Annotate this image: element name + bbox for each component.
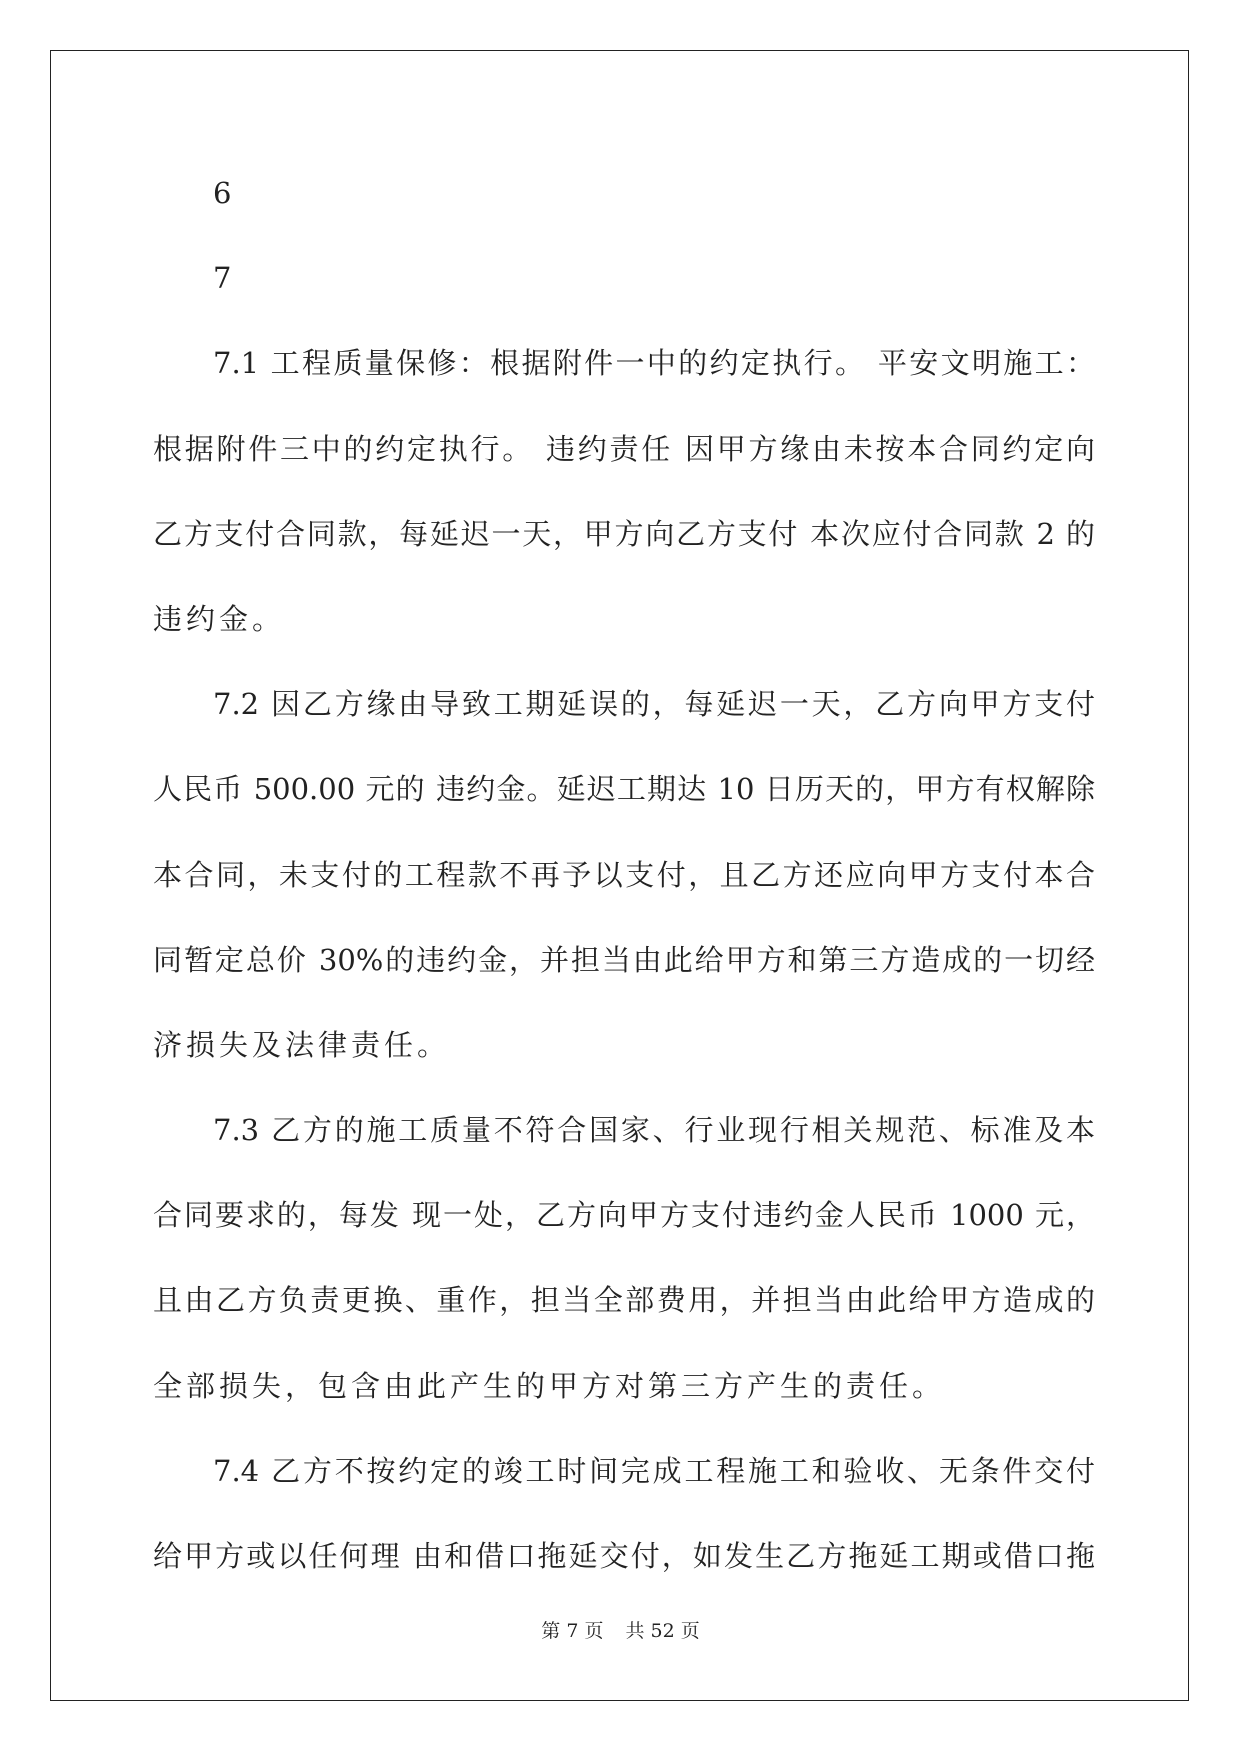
clause-7-1-line-2: 根据附件三中的约定执行。 违约责任 因甲方缘由未按本合同约定向 — [153, 431, 1095, 466]
section-number-6: 6 — [213, 176, 236, 210]
page-number-total: 共 52 页 — [625, 1620, 700, 1642]
clause-7-1-line-3: 乙方支付合同款，每延迟一天，甲方向乙方支付 本次应付合同款 2 的 — [153, 516, 1095, 551]
document-body — [153, 158, 1095, 1606]
clause-7-4-line-1: 7.4 乙方不按约定的竣工时间完成工程施工和验收、无条件交付 — [213, 1453, 1095, 1488]
clause-7-2-line-1: 7.2 因乙方缘由导致工期延误的，每延迟一天，乙方向甲方支付 — [213, 687, 1095, 722]
clause-7-1-line-1: 7.1 工程质量保修：根据附件一中的约定执行。 平安文明施工： — [213, 346, 1095, 381]
clause-7-3-line-4: 全部损失，包含由此产生的甲方对第三方产生的责任。 — [153, 1368, 946, 1403]
clause-7-2-line-4: 同暂定总价 30%的违约金，并担当由此给甲方和第三方造成的一切经 — [153, 942, 1095, 977]
clause-7-3-line-2: 合同要求的，每发 现一处，乙方向甲方支付违约金人民币 1000 元， — [153, 1198, 1095, 1233]
clause-7-2-line-5: 济损失及法律责任。 — [153, 1027, 451, 1062]
clause-7-2-line-3: 本合同，未支付的工程款不再予以支付，且乙方还应向甲方支付本合 — [153, 857, 1095, 892]
clause-7-2-line-2: 人民币 500.00 元的 违约金。延迟工期达 10 日历天的，甲方有权解除 — [153, 772, 1095, 807]
clause-7-3-line-1: 7.3 乙方的施工质量不符合国家、行业现行相关规范、标准及本 — [213, 1113, 1095, 1148]
section-number-7: 7 — [213, 261, 236, 296]
clause-7-3-line-3: 且由乙方负责更换、重作，担当全部费用，并担当由此给甲方造成的 — [153, 1283, 1095, 1318]
clause-7-1-line-4: 违约金。 — [153, 601, 286, 636]
page-number-current: 第 7 页 — [541, 1620, 604, 1642]
page-footer — [0, 1618, 1241, 1644]
clause-7-4-line-2: 给甲方或以任何理 由和借口拖延交付，如发生乙方拖延工期或借口拖 — [153, 1539, 1095, 1573]
